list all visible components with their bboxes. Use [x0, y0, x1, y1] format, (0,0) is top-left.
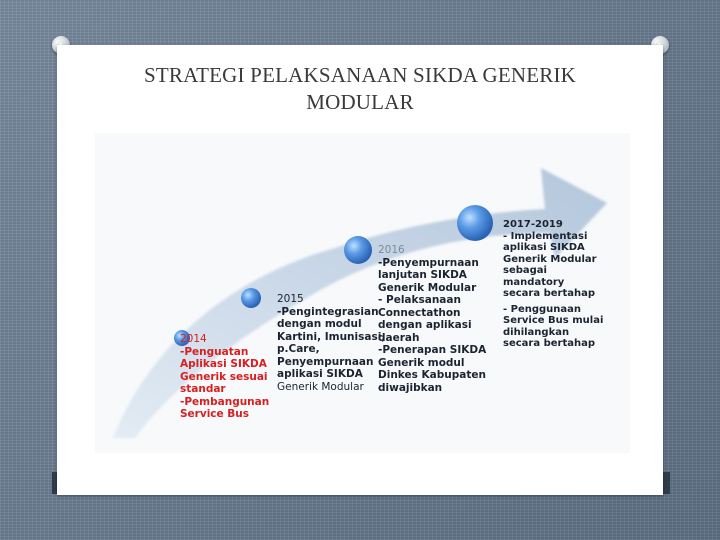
milestone-2015-line: Penyempurnaan — [277, 355, 374, 368]
milestone-2017-2019 — [503, 219, 603, 350]
milestone-2017-2019-line: sebagai — [503, 265, 547, 276]
milestone-2014-line: standar — [180, 383, 226, 395]
milestone-2016-line: diwajibkan — [378, 381, 443, 394]
milestone-2017-2019-line: Service Bus mulai — [503, 315, 604, 326]
milestone-2016-line: lanjutan SIKDA — [378, 269, 467, 281]
milestone-2014-line: Service Bus — [180, 408, 250, 420]
milestone-2017-2019-line: secara bertahap — [503, 288, 595, 299]
milestone-2017-2019-line: aplikasi SIKDA — [503, 242, 585, 253]
milestone-2017-2019-line: - Penggunaan — [503, 303, 582, 315]
milestone-2017-2019-line: dihilangkan — [503, 326, 570, 338]
milestone-2016 — [378, 244, 486, 394]
milestone-2015-year: 2015 — [277, 293, 304, 305]
milestone-2016-line: daerah — [378, 331, 420, 344]
milestone-2015-line: p.Care, — [277, 343, 320, 355]
title-line-1: STRATEGI PELAKSANAAN SIKDA GENERIK — [143, 63, 577, 87]
milestone-2017-2019-line: Generik Modular — [503, 253, 597, 265]
milestone-2015-line: Kartini, Imunisasi, — [277, 330, 386, 343]
milestone-2016-line: Generik modul — [378, 356, 465, 369]
slide-title — [57, 62, 663, 116]
title-line-2: MODULAR — [306, 90, 414, 114]
milestone-2016-line: Dinkes Kabupaten — [378, 369, 486, 381]
milestone-2015-line: aplikasi SIKDA — [277, 368, 363, 380]
milestone-2014-line: -Penguatan — [180, 345, 249, 358]
milestone-2016-line: - Pelaksanaan — [378, 294, 461, 306]
milestone-2016-line: -Penerapan SIKDA — [378, 344, 487, 356]
milestone-2015-line: dengan modul — [277, 318, 362, 330]
milestone-2016-line: Generik Modular — [378, 281, 477, 294]
node-2015 — [241, 288, 261, 308]
milestone-2016-line: Connectathon — [378, 306, 461, 319]
milestone-2014-line: -Pembangunan — [180, 395, 270, 408]
milestone-2014 — [180, 333, 269, 421]
milestone-2015-line: -Pengintegrasian — [277, 305, 379, 318]
milestone-2017-2019-year: 2017-2019 — [503, 219, 563, 230]
milestone-2014-year: 2014 — [180, 333, 207, 345]
node-2017-2019 — [457, 205, 493, 241]
milestone-2015-line: Generik Modular — [277, 380, 364, 393]
milestone-2014-line: Aplikasi SIKDA — [180, 358, 267, 370]
milestone-2017-2019-line: mandatory — [503, 276, 565, 288]
milestone-2017-2019-line: - Implementasi — [503, 230, 588, 242]
milestone-2016-line: dengan aplikasi — [378, 319, 472, 331]
milestone-2014-line: Generik sesuai — [180, 370, 268, 383]
milestone-2016-year: 2016 — [378, 244, 405, 256]
milestone-2017-2019-line: secara bertahap — [503, 338, 595, 349]
node-2016 — [344, 236, 372, 264]
milestone-2015 — [277, 293, 385, 393]
milestone-2016-line: -Penyempurnaan — [378, 256, 479, 269]
